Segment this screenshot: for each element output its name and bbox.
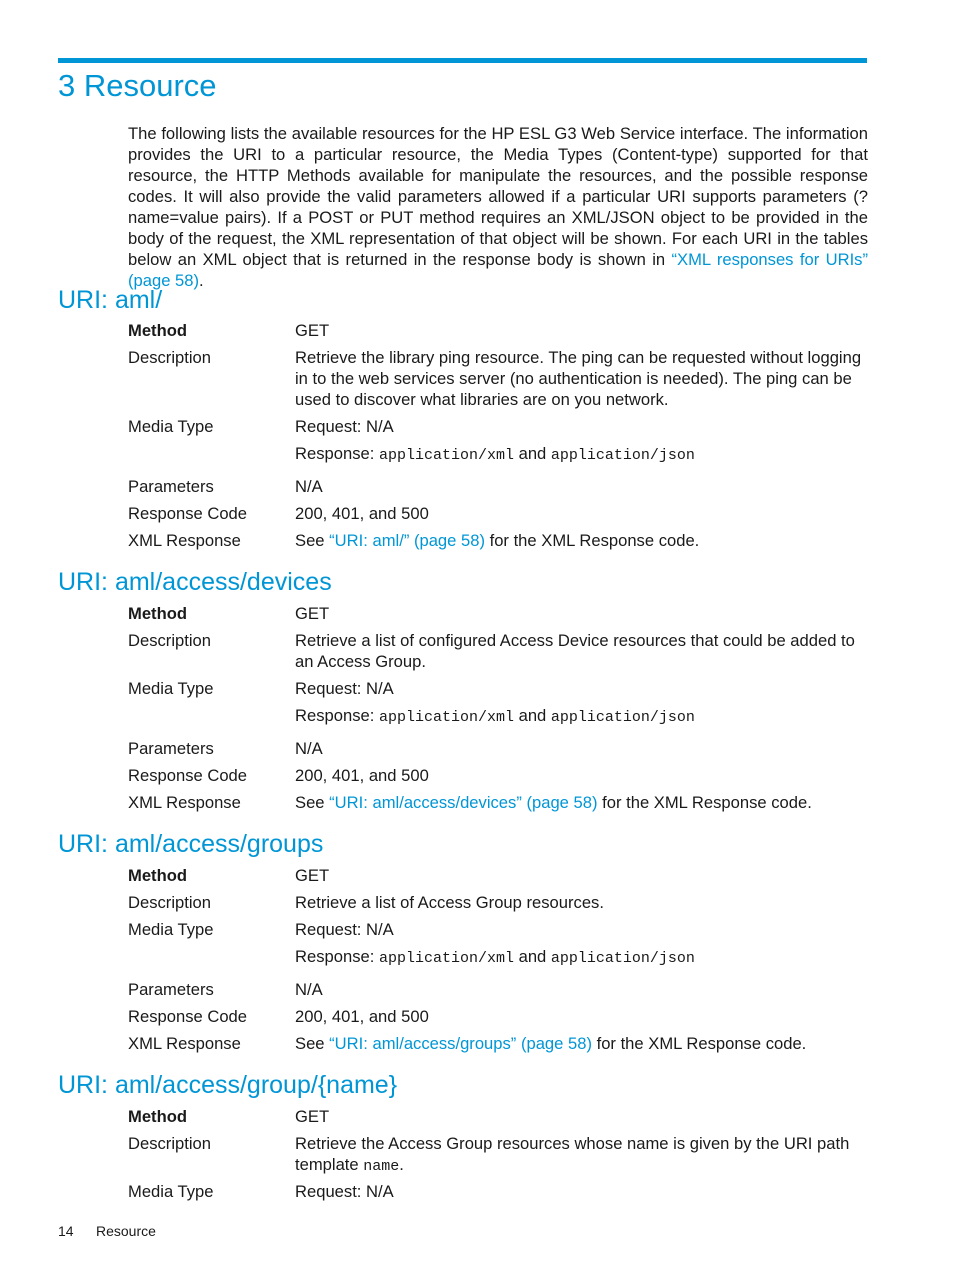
- code-name: name: [363, 1158, 400, 1175]
- intro-text: The following lists the available resources for the HP ESL G3 Web Service interface. The information provides the URI to a particular resource, the Media Types (Content-type) supported for that resource, the HTTP Methods available for manipulate the resources, and the possible response codes. It will also provide the valid parameters allowed if a particular URI supports parameters (?name=value pairs). If a POST or PUT method requires an XML/JSON object to be provided in the body of the request, the XML representation of that object will be shown. For each URI in the tables below an XML object that is returned in the response body is shown in: [128, 124, 868, 269]
- xml-response-label: XML Response: [128, 1034, 241, 1053]
- section-heading-groups: URI: aml/access/groups: [58, 830, 324, 858]
- code-xml: application/xml: [378, 709, 514, 726]
- response-code-value: 200, 401, and 500: [295, 766, 429, 785]
- intro-end: .: [199, 271, 204, 290]
- description-label: Description: [128, 1134, 212, 1153]
- code-json: application/json: [550, 950, 695, 967]
- method-label: Method: [128, 1107, 187, 1126]
- media-type-label: Media Type: [128, 920, 214, 939]
- media-type-label: Media Type: [128, 1182, 214, 1201]
- parameters-value: N/A: [295, 980, 323, 999]
- code-json: application/json: [550, 447, 695, 464]
- method-label: Method: [128, 866, 187, 885]
- chapter-rule: [58, 58, 867, 63]
- media-type-label: Media Type: [128, 417, 214, 436]
- xml-response-value: See “URI: aml/access/devices” (page 58) for the XML Response code.: [295, 793, 812, 812]
- method-value: GET: [295, 1107, 330, 1126]
- page-number: 14: [58, 1223, 74, 1239]
- description-label: Description: [128, 631, 212, 650]
- code-xml: application/xml: [378, 950, 514, 967]
- description-label: Description: [128, 348, 212, 367]
- description-value: Retrieve the library ping resource. The ping can be requested without logging in to the web services server (no authentication is needed). The ping can be used to discover what libraries are on you network.: [295, 348, 862, 409]
- request-value: Request: N/A: [295, 679, 394, 698]
- xml-response-value: See “URI: aml/access/groups” (page 58) for the XML Response code.: [295, 1034, 807, 1053]
- request-value: Request: N/A: [295, 417, 394, 436]
- parameters-value: N/A: [295, 477, 323, 496]
- description-value: Retrieve a list of configured Access Device resources that could be added to an Access Group.: [295, 631, 855, 671]
- footer-section: Resource: [96, 1223, 156, 1239]
- media-type-label: Media Type: [128, 679, 214, 698]
- response-code-label: Response Code: [128, 766, 248, 785]
- method-value: GET: [295, 604, 330, 623]
- section-heading-aml: URI: aml/: [58, 286, 163, 314]
- section-heading-devices: URI: aml/access/devices: [58, 568, 332, 596]
- response-code-value: 200, 401, and 500: [295, 504, 429, 523]
- xml-response-link[interactable]: “URI: aml/” (page 58): [329, 531, 485, 550]
- xml-response-value: See “URI: aml/” (page 58) for the XML Response code.: [295, 531, 700, 550]
- parameters-label: Parameters: [128, 980, 214, 999]
- request-value: Request: N/A: [295, 920, 394, 939]
- method-label: Method: [128, 321, 187, 340]
- chapter-title: 3 Resource: [58, 68, 217, 103]
- method-label: Method: [128, 604, 187, 623]
- response-value: Response: application/xml and application/json: [295, 444, 695, 464]
- parameters-label: Parameters: [128, 477, 214, 496]
- xml-response-label: XML Response: [128, 793, 241, 812]
- response-code-label: Response Code: [128, 1007, 248, 1026]
- xml-response-label: XML Response: [128, 531, 241, 550]
- intro-paragraph: [128, 123, 868, 291]
- response-code-label: Response Code: [128, 504, 248, 523]
- method-value: GET: [295, 866, 330, 885]
- description-value: Retrieve a list of Access Group resources.: [295, 893, 604, 912]
- parameters-value: N/A: [295, 739, 323, 758]
- parameters-label: Parameters: [128, 739, 214, 758]
- description-label: Description: [128, 893, 212, 912]
- response-value: Response: application/xml and application/json: [295, 706, 695, 726]
- request-value: Request: N/A: [295, 1182, 394, 1201]
- description-value: Retrieve the Access Group resources whose name is given by the URI path template name.: [295, 1134, 850, 1175]
- xml-response-link[interactable]: “URI: aml/access/devices” (page 58): [329, 793, 598, 812]
- xml-responses-link[interactable]: “XML responses for URIs” (page 58): [128, 250, 868, 290]
- response-value: Response: application/xml and application/json: [295, 947, 695, 967]
- method-value: GET: [295, 321, 330, 340]
- section-heading-group-name: URI: aml/access/group/{name}: [58, 1071, 398, 1099]
- code-xml: application/xml: [378, 447, 514, 464]
- response-code-value: 200, 401, and 500: [295, 1007, 429, 1026]
- code-json: application/json: [550, 709, 695, 726]
- xml-response-link[interactable]: “URI: aml/access/groups” (page 58): [329, 1034, 592, 1053]
